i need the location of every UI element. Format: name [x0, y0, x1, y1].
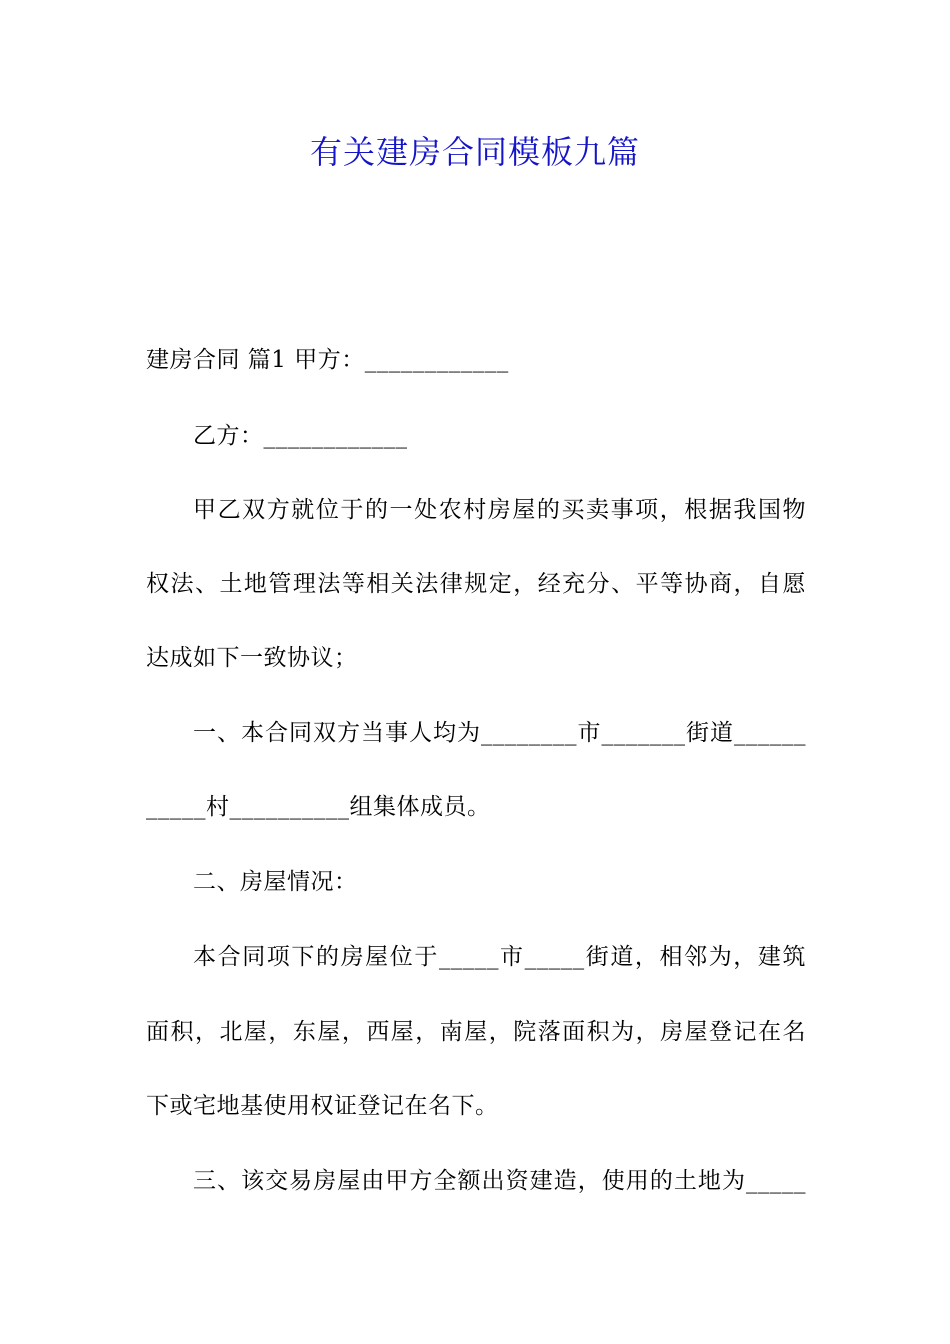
paragraph-line: 面积，北屋，东屋，西屋，南屋，院落面积为，房屋登记在名 [146, 1019, 806, 1045]
paragraph-line: 甲乙双方就位于的一处农村房屋的买卖事项，根据我国物 [193, 497, 806, 523]
party-b-line: 乙方：____________ [193, 423, 408, 449]
document-title: 有关建房合同模板九篇 [309, 133, 640, 171]
clause-one-line: _____村__________组集体成员。 [146, 794, 491, 820]
clause-one-line: 一、本合同双方当事人均为________市_______街道______ [193, 720, 806, 746]
clause-two-heading: 二、房屋情况： [193, 869, 358, 895]
clause-three-line: 三、该交易房屋由甲方全额出资建造，使用的土地为_____ [193, 1168, 806, 1194]
contract-heading-line: 建房合同 篇1 甲方：____________ [146, 347, 509, 373]
paragraph-line: 权法、土地管理法等相关法律规定，经充分、平等协商，自愿 [146, 571, 806, 597]
paragraph-line: 本合同项下的房屋位于_____市_____街道，相邻为，建筑 [193, 944, 806, 970]
paragraph-line: 达成如下一致协议； [146, 645, 358, 671]
paragraph-line: 下或宅地基使用权证登记在名下。 [146, 1093, 499, 1119]
